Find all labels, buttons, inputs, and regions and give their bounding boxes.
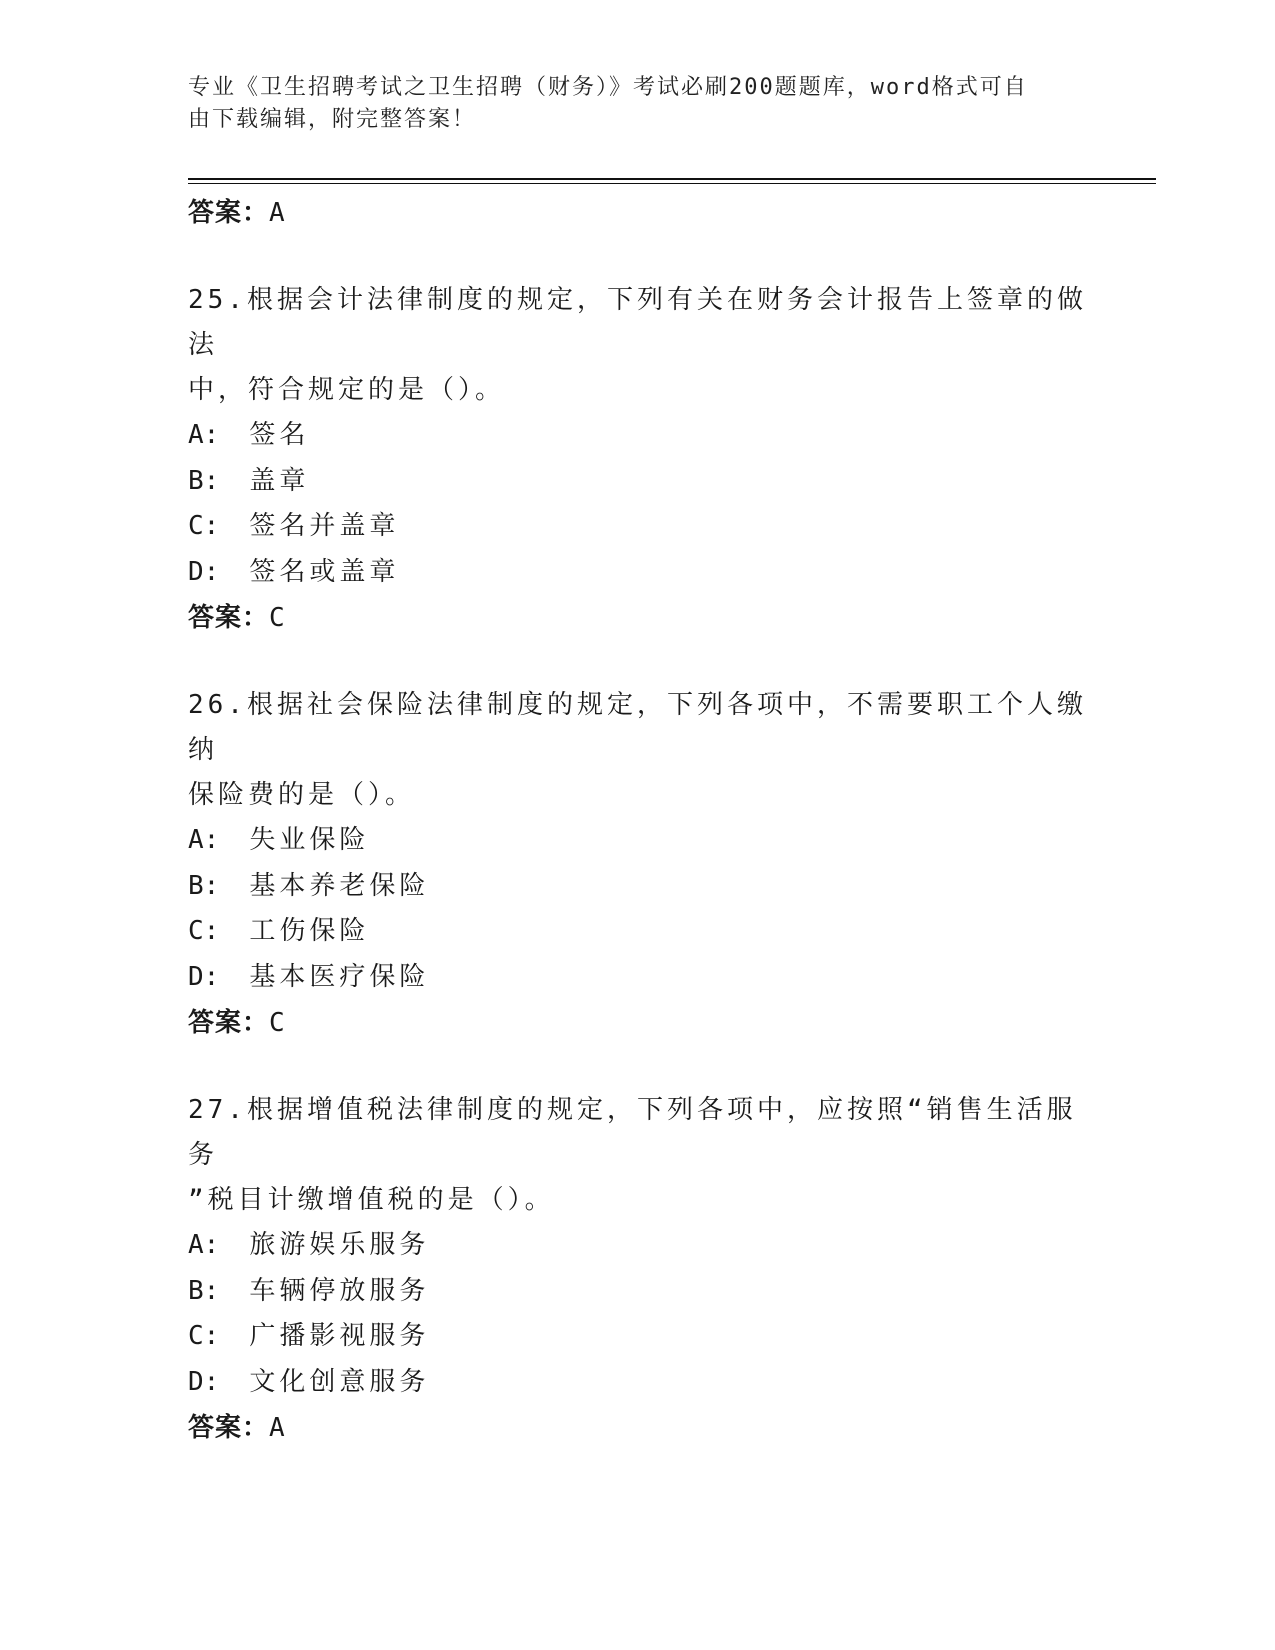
question-text-line: 26.根据社会保险法律制度的规定，下列各项中，不需要职工个人缴纳 — [188, 690, 1087, 765]
question-text-line: 保险费的是（）。 — [188, 780, 416, 810]
answer-line — [188, 1405, 1088, 1451]
option-text: 文化创意服务 — [249, 1366, 430, 1397]
option-letter: B: — [188, 1275, 220, 1306]
option-letter: A: — [188, 825, 220, 855]
option-letter: D: — [188, 1366, 220, 1397]
answer-label: 答案： — [188, 603, 270, 633]
option-text: 工伤保险 — [249, 916, 370, 946]
option-text: 签名并盖章 — [249, 511, 400, 541]
option-text: 失业保险 — [249, 825, 370, 855]
option-letter: A: — [188, 420, 220, 450]
question-text-line: 25.根据会计法律制度的规定，下列有关在财务会计报告上签章的做法 — [188, 285, 1087, 360]
answer-line — [188, 1000, 1088, 1046]
answer-value: A — [269, 198, 286, 228]
question-text — [188, 1088, 1088, 1223]
header-rule-thin — [188, 183, 1156, 184]
option-letter: B: — [188, 870, 220, 901]
header-line-2: 由下载编辑，附完整答案！ — [188, 107, 477, 132]
option-c — [188, 504, 1088, 550]
option-c — [188, 1314, 1088, 1360]
option-text: 基本医疗保险 — [249, 961, 430, 992]
option-d — [188, 550, 1088, 596]
option-letter: B: — [188, 465, 220, 496]
document-body — [188, 190, 1088, 1451]
question-text-line: 中，符合规定的是（）。 — [188, 375, 506, 405]
answer-label: 答案： — [188, 198, 270, 228]
option-letter: D: — [188, 556, 220, 587]
option-text: 盖章 — [249, 465, 310, 496]
option-b — [188, 459, 1088, 505]
option-letter: D: — [188, 961, 220, 992]
option-a — [188, 413, 1088, 459]
question-block — [188, 683, 1088, 1046]
option-d — [188, 1360, 1088, 1406]
option-c — [188, 909, 1088, 955]
answer-label: 答案： — [188, 1413, 270, 1443]
option-letter: C: — [188, 511, 220, 541]
question-block — [188, 278, 1088, 641]
option-text: 签名或盖章 — [249, 556, 400, 587]
answer-value: C — [269, 603, 286, 633]
question-block — [188, 1088, 1088, 1451]
option-b — [188, 864, 1088, 910]
option-d — [188, 955, 1088, 1001]
option-text: 签名 — [249, 420, 310, 450]
document-header — [188, 72, 1068, 136]
question-text — [188, 683, 1088, 818]
option-letter: C: — [188, 916, 220, 946]
option-text: 车辆停放服务 — [249, 1275, 430, 1306]
header-rule-thick — [188, 178, 1156, 180]
option-letter: C: — [188, 1321, 220, 1351]
option-letter: A: — [188, 1230, 220, 1260]
option-text: 旅游娱乐服务 — [249, 1230, 430, 1260]
answer-line — [188, 595, 1088, 641]
header-line-1: 专业《卫生招聘考试之卫生招聘（财务）》考试必刷200题题库，word格式可自 — [188, 75, 1028, 100]
answer-value: C — [269, 1008, 286, 1038]
question-text-line: ”税目计缴增值税的是（）。 — [188, 1185, 555, 1215]
option-b — [188, 1269, 1088, 1315]
answer-line — [188, 190, 1088, 236]
option-a — [188, 818, 1088, 864]
answer-label: 答案： — [188, 1008, 270, 1038]
question-text — [188, 278, 1088, 413]
question-text-line: 27.根据增值税法律制度的规定，下列各项中，应按照“销售生活服务 — [188, 1095, 1077, 1170]
option-text: 广播影视服务 — [249, 1321, 430, 1351]
answer-value: A — [269, 1413, 286, 1443]
option-text: 基本养老保险 — [249, 870, 430, 901]
option-a — [188, 1223, 1088, 1269]
